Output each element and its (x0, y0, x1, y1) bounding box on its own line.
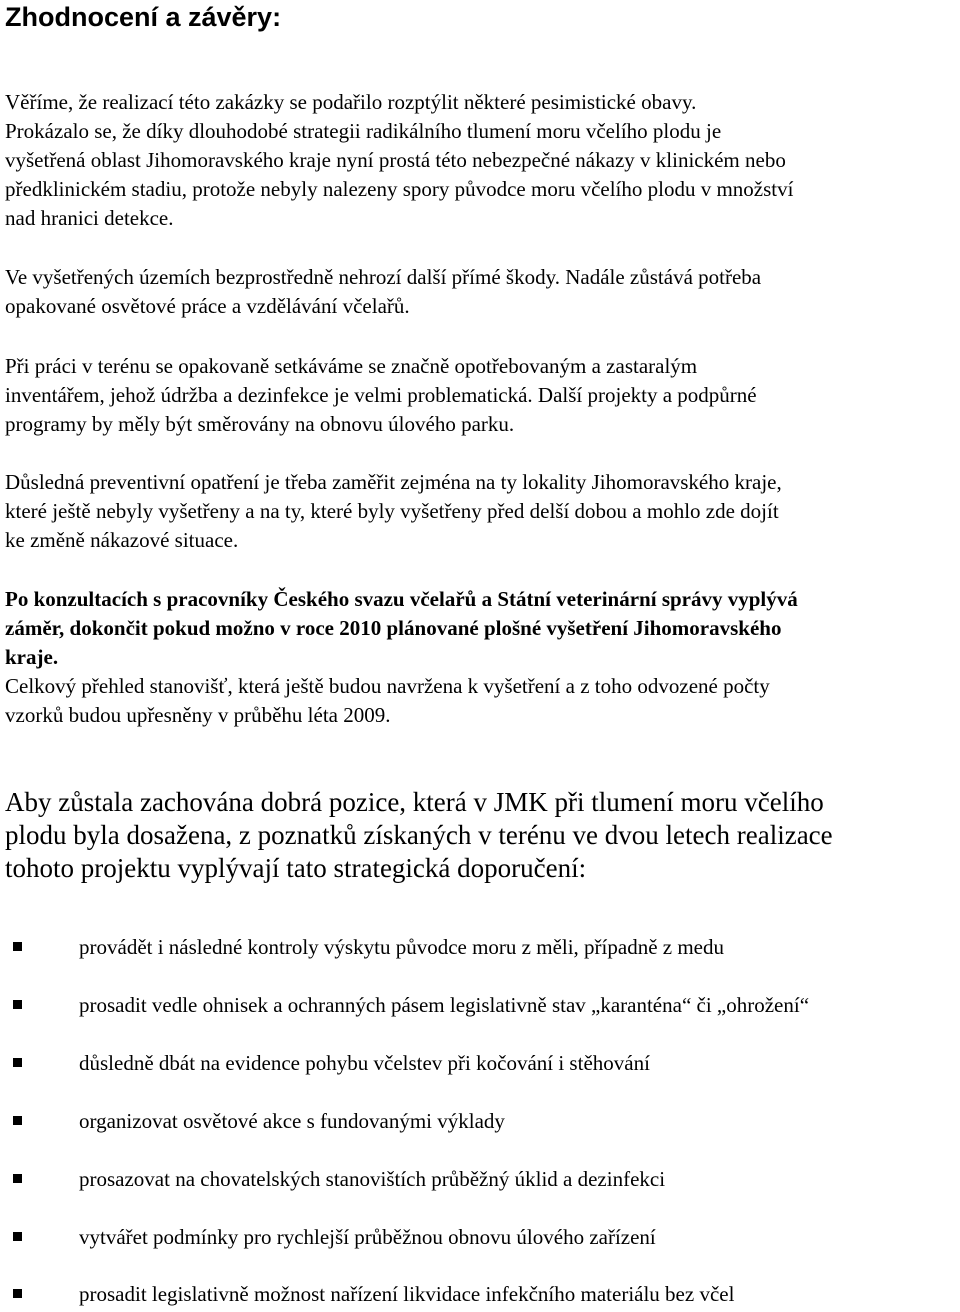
paragraph-damage (5, 263, 761, 321)
text-line: inventářem, jehož údržba a dezinfekce je velmi problematická. Další projekty a podpůrné (5, 383, 757, 407)
intro-line: plodu byla dosažena, z poznatků získaných v terénu ve dvou letech realizace (5, 820, 833, 850)
square-bullet-icon (13, 1058, 22, 1067)
list-item-text: prosadit vedle ohnisek a ochranných pásem legislativně stav „karanténa“ či „ohrožení“ (79, 993, 810, 1017)
text-line: opakované osvětové práce a vzdělávání včelařů. (5, 294, 410, 318)
text-line: ke změně nákazové situace. (5, 528, 239, 552)
square-bullet-icon (13, 942, 22, 951)
text-line: nad hranici detekce. (5, 206, 174, 230)
paragraph-prevention (5, 468, 782, 555)
text-line: vyšetřená oblast Jihomoravského kraje nyní prostá této nebezpečné nákazy v klinickém nebo (5, 148, 786, 172)
text-line: předklinickém stadiu, protože nebyly nalezeny spory původce moru včelího plodu v množství (5, 177, 794, 201)
text-line: Prokázalo se, že díky dlouhodobé strategii radikálního tlumení moru včelího plodu je (5, 119, 722, 143)
list-item (0, 1224, 960, 1254)
recommendations-intro (5, 786, 833, 885)
square-bullet-icon (13, 1289, 22, 1298)
square-bullet-icon (13, 1000, 22, 1009)
bold-text-line: Po konzultacích s pracovníky Českého svazu včelařů a Státní veterinární správy vyplývá (5, 587, 798, 611)
list-item-text: organizovat osvětové akce s fundovanými výklady (79, 1109, 505, 1133)
square-bullet-icon (13, 1232, 22, 1241)
paragraph-consultation (5, 585, 798, 730)
text-line: Důsledná preventivní opatření je třeba zaměřit zejména na ty lokality Jihomoravského kraje, (5, 470, 782, 494)
intro-line: Aby zůstala zachována dobrá pozice, která v JMK při tlumení moru včelího (5, 787, 824, 817)
paragraph-conclusion (5, 88, 793, 233)
page-title: Zhodnocení a závěry: (5, 2, 282, 32)
text-line: programy by měly být směrovány na obnovu úlového parku. (5, 412, 515, 436)
text-line: vzorků budou upřesněny v průběhu léta 2009. (5, 703, 391, 727)
intro-line: tohoto projektu vyplývají tato strategická doporučení: (5, 853, 587, 883)
list-item (0, 1050, 960, 1080)
list-item-text: vytvářet podmínky pro rychlejší průběžnou obnovu úlového zařízení (79, 1225, 656, 1249)
paragraph-inventory (5, 352, 757, 439)
list-item-text: důsledně dbát na evidence pohybu včelstev při kočování i stěhování (79, 1051, 650, 1075)
list-item (0, 934, 960, 964)
square-bullet-icon (13, 1174, 22, 1183)
list-item (0, 992, 960, 1022)
list-item (0, 1166, 960, 1196)
text-line: které ještě nebyly vyšetřeny a na ty, které byly vyšetřeny před delší dobou a mohlo zde dojít (5, 499, 779, 523)
bold-text-line: záměr, dokončit pokud možno v roce 2010 plánované plošné vyšetření Jihomoravského (5, 616, 782, 640)
text-line: Při práci v terénu se opakovaně setkáváme se značně opotřebovaným a zastaralým (5, 354, 698, 378)
list-item-text: prosazovat na chovatelských stanovištích průběžný úklid a dezinfekci (79, 1167, 666, 1191)
square-bullet-icon (13, 1116, 22, 1125)
text-line: Celkový přehled stanovišť, která ještě budou navržena k vyšetření a z toho odvozené počty (5, 674, 770, 698)
text-line: Věříme, že realizací této zakázky se podařilo rozptýlit některé pesimistické obavy. (5, 90, 697, 114)
bold-text-line: kraje. (5, 645, 59, 669)
list-item (0, 1281, 960, 1311)
list-item-text: provádět i následné kontroly výskytu původce moru z měli, případně z medu (79, 935, 725, 959)
list-item (0, 1108, 960, 1138)
list-item-text: prosadit legislativně možnost nařízení likvidace infekčního materiálu bez včel (79, 1282, 735, 1306)
text-line: Ve vyšetřených územích bezprostředně nehrozí další přímé škody. Nadále zůstává potřeba (5, 265, 762, 289)
